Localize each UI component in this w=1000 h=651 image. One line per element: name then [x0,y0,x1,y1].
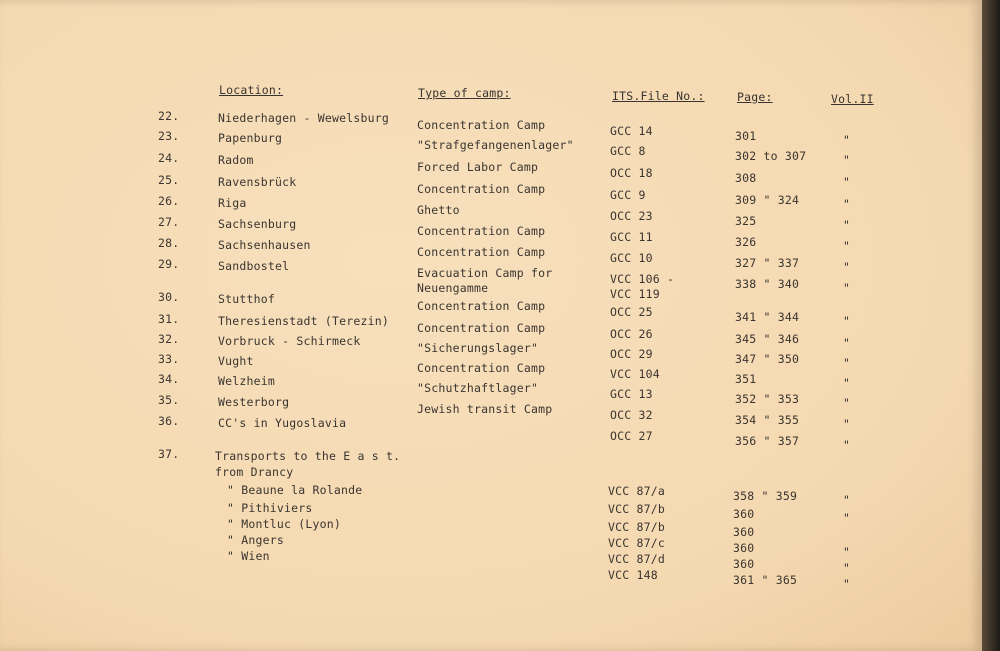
row-camp-type: Concentration Camp [417,181,546,196]
row-file-no: GCC 14 [610,124,653,139]
transport-location: " Angers [227,532,284,547]
row-camp-type: Concentration Camp [417,360,546,375]
row-vol: " [843,152,851,167]
transport-file-no: VCC 87/b [608,520,665,535]
row-number: 22. [158,108,180,123]
transports-title: Transports to the E a s t. [215,448,401,463]
row-location: Stutthof [218,291,275,306]
row-file-no: GCC 11 [610,230,653,245]
row-number: 30. [158,289,180,304]
transport-page: 360 [733,524,755,539]
row-camp-type-cont: Neuengamme [417,280,489,295]
row-file-no: OCC 18 [610,166,653,181]
row-page: 352 " 353 [735,391,800,406]
row-file-no: OCC 25 [610,305,653,320]
row-location: Sachsenhausen [218,237,311,252]
header-file: ITS.File No.: [612,89,705,103]
row-page: 351 [735,371,757,386]
row-vol: " [843,416,851,431]
transport-location: " Beaune la Rolande [227,482,363,497]
row-vol: " [843,313,851,328]
transport-location: from Drancy [215,464,294,479]
row-number: 33. [158,351,180,366]
row-number: 24. [158,150,180,165]
row-vol: " [843,395,851,410]
row-number: 31. [158,311,180,326]
row-file-no-cont: VCC 119 [610,287,660,302]
row-camp-type: Forced Labor Camp [417,159,539,174]
row-number: 26. [158,193,180,208]
row-vol: " [843,132,851,147]
row-page: 326 [735,234,757,249]
transport-page: 358 " 359 [733,488,798,503]
row-file-no: OCC 26 [610,327,653,342]
transport-location: " Pithiviers [227,500,313,515]
row-vol: " [843,355,851,370]
row-page: 341 " 344 [735,309,800,324]
row-location: Vorbruck - Schirmeck [218,333,361,348]
row-vol: " [843,174,851,189]
row-location: Ravensbrück [218,174,297,189]
row-vol: " [843,196,851,211]
row-number: 34. [158,371,180,386]
row-file-no: GCC 8 [610,144,646,159]
row-file-no: GCC 10 [610,251,653,266]
row-file-no: OCC 32 [610,408,653,423]
transport-page: 360 [733,506,755,521]
row-vol: " [843,280,851,295]
transport-vol: " [843,492,851,507]
row-file-no: OCC 23 [610,209,653,224]
row-number: 28. [158,235,180,250]
row-page: 345 " 346 [735,331,800,346]
row-number: 35. [158,392,180,407]
row-page: 301 [735,128,757,143]
row-camp-type: Jewish transit Camp [417,401,553,416]
row-vol: " [843,238,851,253]
row-file-no: GCC 9 [610,188,646,203]
row-page: 308 [735,170,757,185]
row-vol: " [843,335,851,350]
row-page: 356 " 357 [735,433,800,448]
row-file-no: OCC 27 [610,429,653,444]
transport-vol: " [843,576,851,591]
row-number: 37. [158,446,180,461]
row-file-no: VCC 106 - [610,272,675,287]
row-number: 36. [158,413,180,428]
row-file-no: VCC 104 [610,367,660,382]
row-vol: " [843,437,851,452]
row-number: 27. [158,214,180,229]
row-location: Theresienstadt (Terezin) [218,313,389,328]
row-location: Sachsenburg [218,216,297,231]
transport-page: 360 [733,556,755,571]
transport-location: " Montluc (Lyon) [227,516,341,531]
transport-file-no: VCC 87/d [608,552,665,567]
row-camp-type: Concentration Camp [417,223,546,238]
transport-file-no: VCC 87/a [608,484,665,499]
row-camp-type: Ghetto [417,202,460,217]
row-camp-type: Evacuation Camp for [417,265,553,280]
row-number: 32. [158,331,180,346]
row-camp-type: "Schutzhaftlager" [417,380,539,395]
row-file-no: GCC 13 [610,387,653,402]
row-page: 347 " 350 [735,351,800,366]
row-location: Vught [218,353,254,368]
page-edge [982,0,1000,651]
transport-location: " Wien [227,548,270,563]
header-location: Location: [219,83,284,97]
row-vol: " [843,259,851,274]
row-camp-type: Concentration Camp [417,117,546,132]
transport-vol: " [843,510,851,525]
row-number: 29. [158,256,180,271]
row-location: Welzheim [218,373,275,388]
row-number: 23. [158,128,180,143]
row-page: 338 " 340 [735,276,800,291]
row-page: 325 [735,213,757,228]
transport-file-no: VCC 87/b [608,502,665,517]
row-location: Papenburg [218,130,283,145]
row-camp-type: "Sicherungslager" [417,340,539,355]
row-file-no: OCC 29 [610,347,653,362]
row-page: 354 " 355 [735,412,800,427]
row-location: CC's in Yugoslavia [218,415,347,430]
transport-file-no: VCC 148 [608,568,658,583]
transport-file-no: VCC 87/c [608,536,665,551]
row-number: 25. [158,172,180,187]
header-type: Type of camp: [418,86,511,100]
row-location: Westerborg [218,394,290,409]
row-location: Riga [218,195,247,210]
row-vol: " [843,217,851,232]
row-location: Sandbostel [218,258,290,273]
row-camp-type: Concentration Camp [417,244,546,259]
row-camp-type: Concentration Camp [417,298,546,313]
row-location: Niederhagen - Wewelsburg [218,110,389,125]
header-page: Page: [737,90,773,104]
row-camp-type: "Strafgefangenenlager" [417,137,574,152]
transport-page: 361 " 365 [733,572,798,587]
header-vol: Vol.II [831,92,874,106]
transport-vol: " [843,544,851,559]
transport-vol: " [843,560,851,575]
row-page: 302 to 307 [735,148,807,163]
row-page: 327 " 337 [735,255,800,270]
row-page: 309 " 324 [735,192,800,207]
row-camp-type: Concentration Camp [417,320,546,335]
row-location: Radom [218,152,254,167]
row-vol: " [843,375,851,390]
transport-page: 360 [733,540,755,555]
